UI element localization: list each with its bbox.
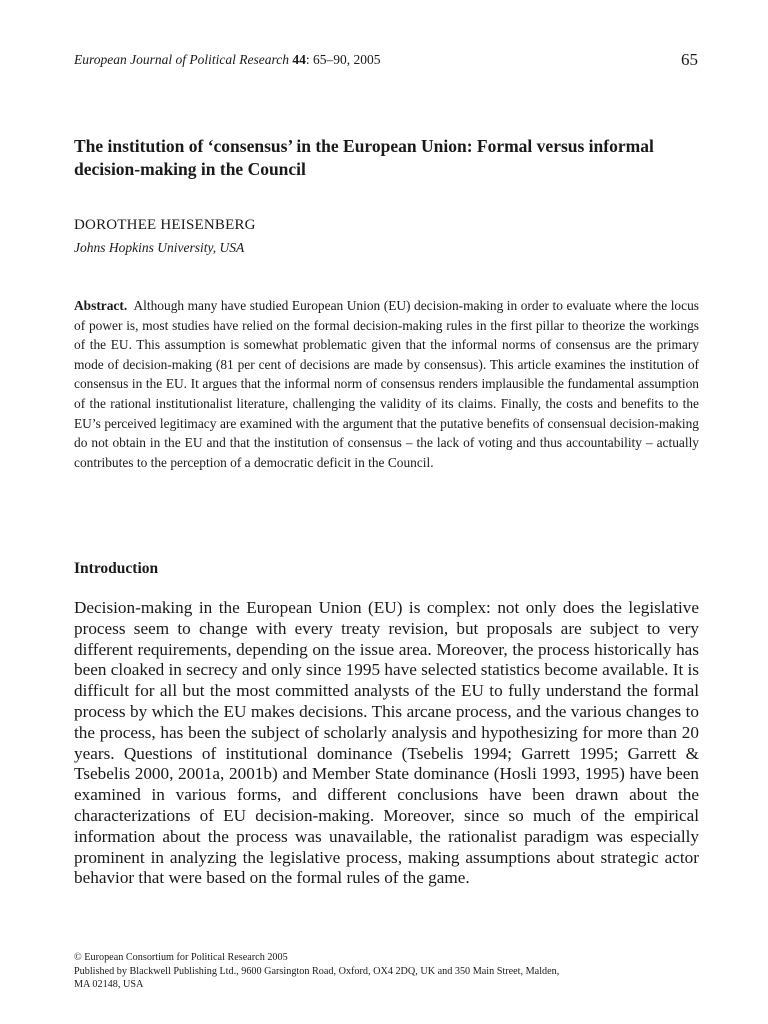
running-header xyxy=(74,50,698,72)
journal-citation xyxy=(74,52,380,68)
journal-volume: 44 xyxy=(292,52,306,67)
journal-pages: : 65–90, 2005 xyxy=(305,52,381,67)
abstract xyxy=(74,296,699,472)
article-title: The institution of ‘consensus’ in the European Union: Formal versus informal decision-making in the Council xyxy=(74,136,654,179)
abstract-label: Abstract. xyxy=(74,298,128,313)
publisher-address-line: MA 02148, USA xyxy=(74,979,144,990)
author-name: DOROTHEE HEISENBERG xyxy=(74,217,256,233)
copyright-line: © European Consortium for Political Research 2005 xyxy=(74,952,288,963)
author-affiliation: Johns Hopkins University, USA xyxy=(74,240,245,255)
section-heading-introduction: Introduction xyxy=(74,560,159,577)
publisher-line: Published by Blackwell Publishing Ltd., 9600 Garsington Road, Oxford, OX4 2DQ, UK and 350 Main Street, Malden, xyxy=(74,965,560,977)
introduction-paragraph: Decision-making in the European Union (EU) is complex: not only does the legislative process seem to change with every treaty revision, but proposals are subject to very different requirements, depending on the issue area. Moreover, the process historically has been cloaked in secrecy and only since 1995 have selected statistics become available. It is difficult for all but the most committed analysts of the EU to fully understand the formal process by which the EU makes decisions. This arcane process, and the various changes to the process, has been the subject of scholarly analysis and hypothesizing for more than 20 years. Questions of institutional dominance (Tsebelis 1994; Garrett 1995; Garrett & Tsebelis 2000, 2001a, 2001b) and Member State dominance (Hosli 1993, 1995) have been examined in various forms, and different conclusions have been drawn about the characterizations of EU decision-making. Moreover, since so much of the empirical information about the process was unavailable, the rationalist paradigm was especially prominent in analyzing the legislative process, making assumptions about strategic actor behavior that were based on the formal rules of the game. xyxy=(74,598,699,888)
page-number: 65 xyxy=(681,50,698,69)
copyright-footer xyxy=(74,951,699,992)
abstract-text: Although many have studied European Union (EU) decision-making in order to evaluate where the locus of power is, most studies have relied on the formal decision-making rules in the first pillar to theorize the workings of the EU. This assumption is somewhat problematic given that the informal norms of consensus are the primary mode of decision-making (81 per cent of decisions are made by consensus). This article examines the institution of consensus in the EU. It argues that the informal norm of consensus renders implausible the fundamental assumption of the rational institutionalist literature, challenging the validity of its claims. Finally, the costs and benefits to the EU’s perceived legitimacy are examined with the argument that the putative benefits of consensual decision-making do not obtain in the EU and that the institution of consensus – the lack of voting and thus accountability – actually contributes to the perception of a democratic deficit in the Council. xyxy=(74,298,699,470)
journal-name: European Journal of Political Research xyxy=(74,52,289,67)
